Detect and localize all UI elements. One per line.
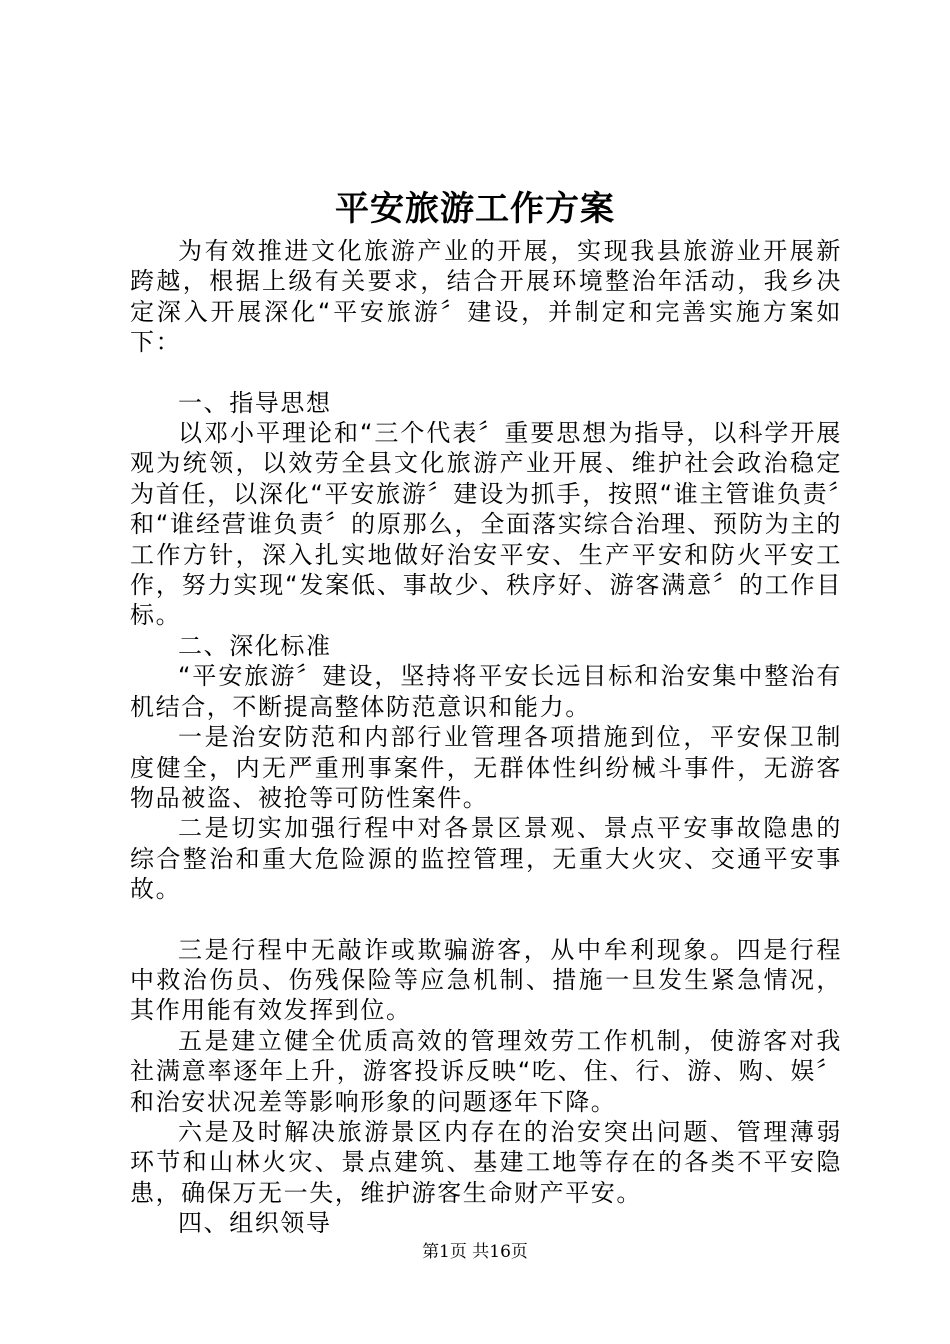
page-number: 第1页 共16页 [422, 1242, 528, 1262]
paragraph-standards-intro: “平安旅游〞建设，坚持将平安长远目标和治安集中整治有机结合，不断提高整体防范意识和能力。 [130, 662, 842, 721]
paragraph-standard-3-4: 三是行程中无敲诈或欺骗游客，从中牟利现象。四是行程中救治伤员、伤残保险等应急机制、措施一旦发生紧急情况，其作用能有效发挥到位。 [130, 935, 842, 1025]
section-heading-standards: 二、深化标准 [178, 631, 332, 660]
section-heading-guiding-thought: 一、指导思想 [178, 388, 332, 417]
paragraph-standard-5: 五是建立健全优质高效的管理效劳工作机制，使游客对我社满意率逐年上升，游客投诉反映“吃、住、行、游、购、娱〞和治安状况差等影响形象的问题逐年下降。 [130, 1026, 842, 1116]
document-title: 平安旅游工作方案 [335, 189, 615, 229]
section-heading-organization: 四、组织领导 [178, 1209, 332, 1238]
paragraph-standard-1: 一是治安防范和内部行业管理各项措施到位，平安保卫制度健全，内无严重刑事案件，无群体性纠纷械斗事件，无游客物品被盗、被抢等可防性案件。 [130, 723, 842, 812]
document-body [130, 236, 842, 1239]
paragraph-standard-2: 二是切实加强行程中对各景区景观、景点平安事故隐患的综合整治和重大危险源的监控管理，无重大火灾、交通平安事故。 [130, 814, 842, 904]
paragraph-standard-6: 六是及时解决旅游景区内存在的治安突出问题、管理薄弱环节和山林火灾、景点建筑、基建工地等存在的各类不平安隐患，确保万无一失，维护游客生命财产平安。 [130, 1117, 842, 1207]
intro-paragraph: 为有效推进文化旅游产业的开展，实现我县旅游业开展新跨越，根据上级有关要求，结合开展环境整治年活动，我乡决定深入开展深化“平安旅游〞建设，并制定和完善实施方案如下： [130, 237, 842, 357]
paragraph-guiding-thought: 以邓小平理论和“三个代表〞重要思想为指导，以科学开展观为统领，以效劳全县文化旅游产业开展、维护社会政治稳定为首任，以深化“平安旅游〞建设为抓手，按照“谁主管谁负责〞和“谁经营谁负责〞的原那么，全面落实综合治理、预防为主的工作方针，深入扎实地做好治安平安、生产平安和防火平安工作，努力实现“发案低、事故少、秩序好、游客满意〞的工作目标。 [130, 419, 842, 630]
